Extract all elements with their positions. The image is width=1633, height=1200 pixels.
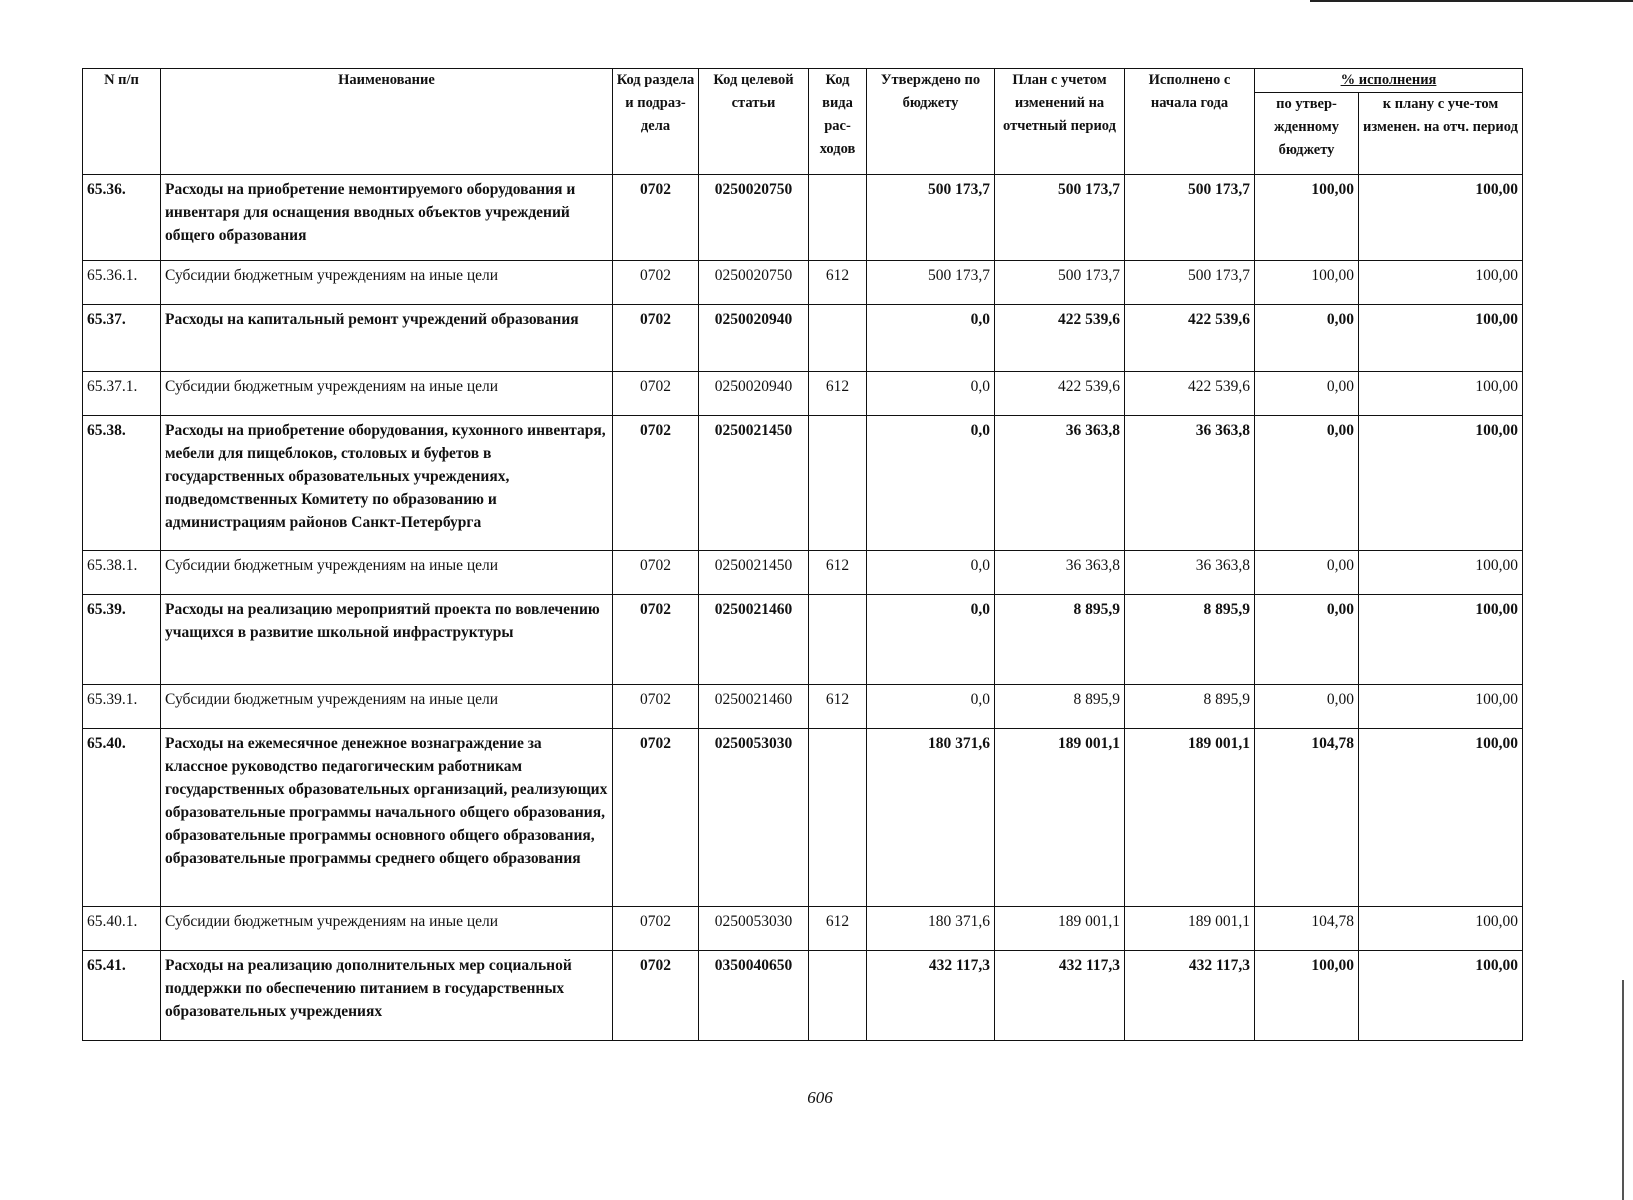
row-section-code: 0702 bbox=[613, 175, 699, 261]
row-expense-type bbox=[809, 175, 867, 261]
row-executed: 36 363,8 bbox=[1125, 416, 1255, 551]
row-target-code: 0250021460 bbox=[699, 685, 809, 729]
row-pct-plan: 100,00 bbox=[1359, 175, 1523, 261]
table-row bbox=[83, 372, 1523, 416]
row-num: 65.39. bbox=[83, 595, 161, 685]
row-section-code: 0702 bbox=[613, 305, 699, 372]
header-num: N п/п bbox=[83, 69, 161, 175]
row-target-code: 0250021450 bbox=[699, 416, 809, 551]
table-row bbox=[83, 416, 1523, 551]
row-approved: 0,0 bbox=[867, 372, 995, 416]
row-num: 65.36. bbox=[83, 175, 161, 261]
row-section-code: 0702 bbox=[613, 595, 699, 685]
row-plan: 189 001,1 bbox=[995, 907, 1125, 951]
row-name: Субсидии бюджетным учреждениям на иные цели bbox=[161, 685, 613, 729]
row-approved: 180 371,6 bbox=[867, 907, 995, 951]
row-expense-type bbox=[809, 951, 867, 1041]
row-pct-plan: 100,00 bbox=[1359, 261, 1523, 305]
row-expense-type: 612 bbox=[809, 261, 867, 305]
row-pct-approved: 100,00 bbox=[1255, 261, 1359, 305]
header-section-code: Код раздела и подраз-дела bbox=[613, 69, 699, 175]
row-pct-plan: 100,00 bbox=[1359, 372, 1523, 416]
row-section-code: 0702 bbox=[613, 907, 699, 951]
row-target-code: 0250021460 bbox=[699, 595, 809, 685]
row-num: 65.39.1. bbox=[83, 685, 161, 729]
row-executed: 432 117,3 bbox=[1125, 951, 1255, 1041]
row-approved: 432 117,3 bbox=[867, 951, 995, 1041]
table-row bbox=[83, 595, 1523, 685]
table-row bbox=[83, 175, 1523, 261]
row-target-code: 0250053030 bbox=[699, 907, 809, 951]
row-executed: 500 173,7 bbox=[1125, 261, 1255, 305]
row-plan: 500 173,7 bbox=[995, 175, 1125, 261]
row-num: 65.40. bbox=[83, 729, 161, 907]
row-target-code: 0250020940 bbox=[699, 372, 809, 416]
row-num: 65.40.1. bbox=[83, 907, 161, 951]
page-number: 606 bbox=[807, 1088, 833, 1107]
row-executed: 422 539,6 bbox=[1125, 372, 1255, 416]
row-name: Субсидии бюджетным учреждениям на иные цели bbox=[161, 907, 613, 951]
table-row bbox=[83, 729, 1523, 907]
row-executed: 422 539,6 bbox=[1125, 305, 1255, 372]
row-target-code: 0350040650 bbox=[699, 951, 809, 1041]
row-plan: 500 173,7 bbox=[995, 261, 1125, 305]
row-pct-plan: 100,00 bbox=[1359, 729, 1523, 907]
row-plan: 422 539,6 bbox=[995, 372, 1125, 416]
row-num: 65.38. bbox=[83, 416, 161, 551]
row-executed: 36 363,8 bbox=[1125, 551, 1255, 595]
row-pct-plan: 100,00 bbox=[1359, 595, 1523, 685]
row-pct-approved: 0,00 bbox=[1255, 372, 1359, 416]
row-section-code: 0702 bbox=[613, 261, 699, 305]
row-name: Расходы на реализацию мероприятий проекта по вовлечению учащихся в развитие школьной инфраструктуры bbox=[161, 595, 613, 685]
row-expense-type bbox=[809, 595, 867, 685]
row-executed: 189 001,1 bbox=[1125, 907, 1255, 951]
row-expense-type: 612 bbox=[809, 685, 867, 729]
row-num: 65.41. bbox=[83, 951, 161, 1041]
scan-edge-line bbox=[1310, 0, 1633, 2]
header-approved: Утверждено по бюджету bbox=[867, 69, 995, 175]
header-executed: Исполнено с начала года bbox=[1125, 69, 1255, 175]
row-num: 65.37.1. bbox=[83, 372, 161, 416]
header-target-code: Код целевой статьи bbox=[699, 69, 809, 175]
row-name: Субсидии бюджетным учреждениям на иные цели bbox=[161, 372, 613, 416]
row-plan: 422 539,6 bbox=[995, 305, 1125, 372]
row-executed: 189 001,1 bbox=[1125, 729, 1255, 907]
table-row bbox=[83, 685, 1523, 729]
row-pct-approved: 0,00 bbox=[1255, 305, 1359, 372]
header-pct-group: % исполнения bbox=[1255, 69, 1523, 93]
row-num: 65.38.1. bbox=[83, 551, 161, 595]
row-num: 65.37. bbox=[83, 305, 161, 372]
row-executed: 8 895,9 bbox=[1125, 685, 1255, 729]
row-pct-plan: 100,00 bbox=[1359, 305, 1523, 372]
table-row bbox=[83, 261, 1523, 305]
row-plan: 189 001,1 bbox=[995, 729, 1125, 907]
row-num: 65.36.1. bbox=[83, 261, 161, 305]
row-pct-plan: 100,00 bbox=[1359, 685, 1523, 729]
header-name: Наименование bbox=[161, 69, 613, 175]
row-expense-type bbox=[809, 416, 867, 551]
row-target-code: 0250053030 bbox=[699, 729, 809, 907]
row-name: Расходы на приобретение немонтируемого оборудования и инвентаря для оснащения вводных объектов учреждений общего образования bbox=[161, 175, 613, 261]
row-executed: 500 173,7 bbox=[1125, 175, 1255, 261]
row-approved: 180 371,6 bbox=[867, 729, 995, 907]
table-row bbox=[83, 951, 1523, 1041]
row-pct-approved: 100,00 bbox=[1255, 175, 1359, 261]
row-section-code: 0702 bbox=[613, 729, 699, 907]
row-approved: 0,0 bbox=[867, 305, 995, 372]
row-expense-type bbox=[809, 305, 867, 372]
row-approved: 0,0 bbox=[867, 416, 995, 551]
table-body bbox=[83, 175, 1523, 1041]
row-expense-type bbox=[809, 729, 867, 907]
scan-margin-line bbox=[1622, 980, 1624, 1200]
row-pct-approved: 104,78 bbox=[1255, 729, 1359, 907]
row-approved: 0,0 bbox=[867, 551, 995, 595]
row-expense-type: 612 bbox=[809, 372, 867, 416]
budget-execution-table bbox=[82, 68, 1523, 1041]
row-pct-plan: 100,00 bbox=[1359, 551, 1523, 595]
row-plan: 432 117,3 bbox=[995, 951, 1125, 1041]
row-approved: 500 173,7 bbox=[867, 175, 995, 261]
row-name: Расходы на приобретение оборудования, кухонного инвентаря, мебели для пищеблоков, столовых и буфетов в государственных образовательных учреждениях, подведомственных Комитету по образованию и администрациям районов Санкт-Петербурга bbox=[161, 416, 613, 551]
header-expense-type: Код вида рас-ходов bbox=[809, 69, 867, 175]
row-executed: 8 895,9 bbox=[1125, 595, 1255, 685]
row-pct-approved: 100,00 bbox=[1255, 951, 1359, 1041]
table-row bbox=[83, 907, 1523, 951]
row-pct-approved: 0,00 bbox=[1255, 551, 1359, 595]
row-expense-type: 612 bbox=[809, 551, 867, 595]
row-plan: 36 363,8 bbox=[995, 416, 1125, 551]
row-expense-type: 612 bbox=[809, 907, 867, 951]
row-pct-approved: 0,00 bbox=[1255, 416, 1359, 551]
row-section-code: 0702 bbox=[613, 372, 699, 416]
table-row bbox=[83, 551, 1523, 595]
row-pct-plan: 100,00 bbox=[1359, 907, 1523, 951]
row-pct-approved: 104,78 bbox=[1255, 907, 1359, 951]
row-name: Расходы на ежемесячное денежное вознаграждение за классное руководство педагогическим работникам государственных образовательных организаций, реализующих образовательные программы начального общего образования, образовательные программы основного общего образования, образовательные программы среднего общего образования bbox=[161, 729, 613, 907]
row-approved: 0,0 bbox=[867, 595, 995, 685]
header-pct-approved: по утвер-жденному бюджету bbox=[1255, 93, 1359, 175]
row-plan: 8 895,9 bbox=[995, 595, 1125, 685]
row-pct-plan: 100,00 bbox=[1359, 416, 1523, 551]
row-plan: 8 895,9 bbox=[995, 685, 1125, 729]
row-section-code: 0702 bbox=[613, 416, 699, 551]
row-approved: 500 173,7 bbox=[867, 261, 995, 305]
row-approved: 0,0 bbox=[867, 685, 995, 729]
row-pct-approved: 0,00 bbox=[1255, 595, 1359, 685]
row-name: Расходы на капитальный ремонт учреждений образования bbox=[161, 305, 613, 372]
row-name: Расходы на реализацию дополнительных мер социальной поддержки по обеспечению питанием в государственных образовательных учреждениях bbox=[161, 951, 613, 1041]
row-target-code: 0250020940 bbox=[699, 305, 809, 372]
row-target-code: 0250020750 bbox=[699, 261, 809, 305]
row-plan: 36 363,8 bbox=[995, 551, 1125, 595]
row-section-code: 0702 bbox=[613, 551, 699, 595]
row-target-code: 0250021450 bbox=[699, 551, 809, 595]
header-pct-plan: к плану с уче-том изменен. на отч. период bbox=[1359, 93, 1523, 175]
row-name: Субсидии бюджетным учреждениям на иные цели bbox=[161, 551, 613, 595]
row-name: Субсидии бюджетным учреждениям на иные цели bbox=[161, 261, 613, 305]
row-pct-approved: 0,00 bbox=[1255, 685, 1359, 729]
row-target-code: 0250020750 bbox=[699, 175, 809, 261]
table-header bbox=[83, 69, 1523, 175]
row-section-code: 0702 bbox=[613, 951, 699, 1041]
header-plan: План с учетом изменений на отчетный период bbox=[995, 69, 1125, 175]
row-section-code: 0702 bbox=[613, 685, 699, 729]
row-pct-plan: 100,00 bbox=[1359, 951, 1523, 1041]
table-row bbox=[83, 305, 1523, 372]
